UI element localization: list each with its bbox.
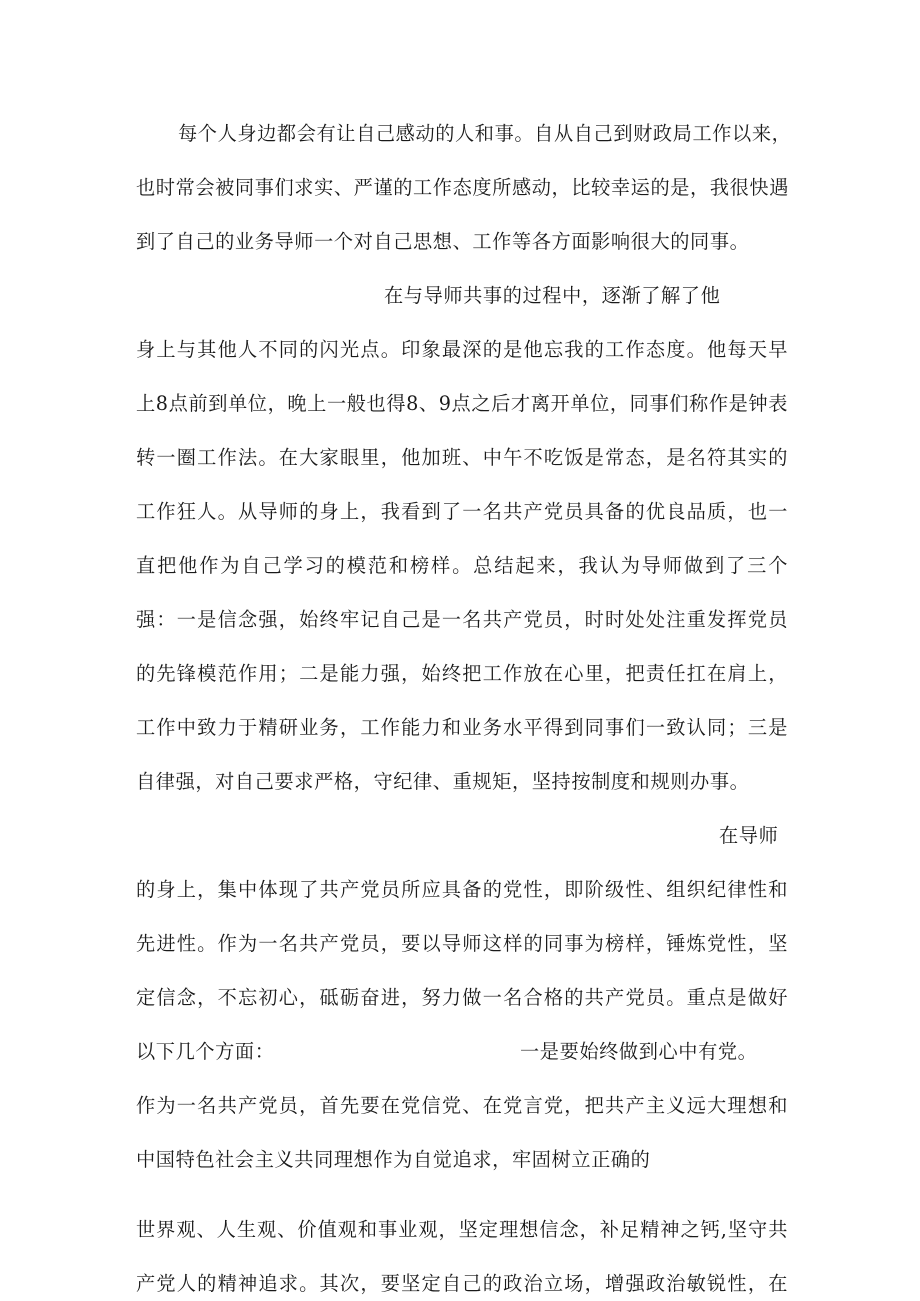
text-line-9: 直把他作为自己学习的模范和榜样。总结起来，我认为导师做到了三个	[136, 554, 788, 577]
text-line-22: 产党人的精神追求。其次，要坚定自己的政治立场，增强政治敏锐性，在	[136, 1272, 788, 1295]
text-line-19: 作为一名共产党员，首先要在党信党、在党言党，把共产主义远大理想和	[136, 1094, 788, 1117]
text-line-5: 身上与其他人不同的闪光点。印象最深的是他忘我的工作态度。他每天早	[136, 338, 788, 361]
text-line-18	[136, 1038, 788, 1066]
text-line-2: 也时常会被同事们求实、严谨的工作态度所感动，比较幸运的是，我很快遇	[136, 176, 789, 199]
text-line-18-end: 一是要始终做到心中有党。	[520, 1040, 758, 1063]
text-line-15: 的身上，集中体现了共产党员所应具备的党性，即阶级性、组织纪律性和	[136, 878, 788, 901]
text-line-16: 先进性。作为一名共产党员，要以导师这样的同事为榜样，锤炼党性，坚	[136, 932, 788, 955]
text-line-7: 转一圈工作法。在大家眼里，他加班、中午不吃饭是常态，是名符其实的	[136, 446, 788, 469]
text-line-20: 中国特色社会主义共同理想作为自觉追求，牢固树立正确的	[136, 1148, 651, 1171]
text-line-10: 强：一是信念强，始终牢记自己是一名共产党员，时时处处注重发挥党员	[136, 608, 788, 631]
text-line-13: 自律强，对自己要求严格，守纪律、重规矩，坚持按制度和规则办事。	[136, 770, 750, 793]
text-line-3: 到了自己的业务导师一个对自己思想、工作等各方面影响很大的同事。	[136, 230, 750, 253]
text-line-11: 的先锋模范作用；二是能力强，始终把工作放在心里，把责任扛在肩上，	[136, 662, 788, 685]
text-line-1: 每个人身边都会有让自己感动的人和事。自从自己到财政局工作以来，	[178, 122, 792, 145]
text-line-18-start: 以下几个方面：	[136, 1040, 275, 1063]
text-line-8: 工作狂人。从导师的身上，我看到了一名共产党员具备的优良品质，也一	[136, 500, 788, 523]
text-line-14: 在导师	[719, 824, 779, 847]
text-line-6: 上8点前到单位，晚上一般也得8、9点之后才离开单位，同事们称作是钟表	[136, 392, 788, 415]
text-line-17: 定信念，不忘初心，砥砺奋进，努力做一名合格的共产党员。重点是做好	[136, 986, 788, 1009]
text-line-4: 在与导师共事的过程中，逐渐了解了他	[384, 284, 721, 307]
text-line-12: 工作中致力于精研业务，工作能力和业务水平得到同事们一致认同；三是	[136, 716, 788, 739]
text-line-21: 世界观、人生观、价值观和事业观，坚定理想信念，补足精神之钙,坚守共	[136, 1218, 788, 1241]
